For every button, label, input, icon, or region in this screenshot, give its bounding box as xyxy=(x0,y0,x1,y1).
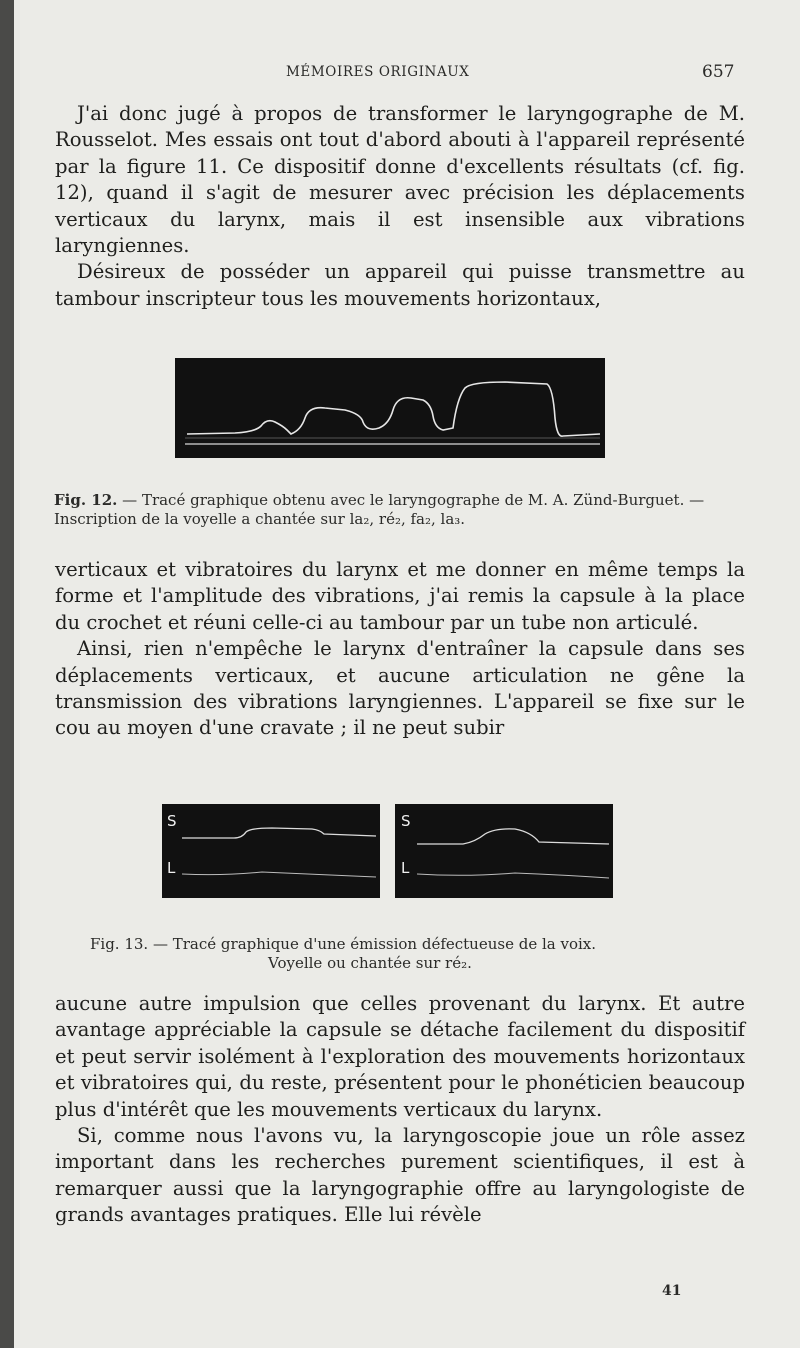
figure-13-caption xyxy=(90,935,740,973)
body-text-top xyxy=(55,101,745,312)
signature-mark: 41 xyxy=(662,1283,682,1299)
page-number: 657 xyxy=(702,62,735,82)
paragraph: verticaux et vibratoires du larynx et me donner en même temps la forme et l'amplitude des vibrations, j'ai remis la capsule à la place du crochet et réuni celle-ci au tambour par un tube non articulé. xyxy=(55,558,745,634)
panel-label-l: L xyxy=(167,859,176,877)
paragraph: Ainsi, rien n'empêche le larynx d'entraîner la capsule dans ses déplacements verticaux, et aucune articulation ne gêne la transmission des vibrations laryngiennes. L'appareil se fixe sur le cou au moyen d'une cravate ; il ne peut subir xyxy=(55,637,745,740)
running-head: MÉMOIRES ORIGINAUX xyxy=(286,64,470,80)
panel-label-s: S xyxy=(167,812,177,830)
figure-13-right-drawing xyxy=(395,804,613,898)
page-header xyxy=(14,64,800,86)
figure-label: Fig. 12. xyxy=(54,491,118,509)
figure-12-trace-drawing xyxy=(175,358,605,458)
figure-13-left-drawing xyxy=(162,804,380,898)
panel-label-l: L xyxy=(401,859,410,877)
paragraph: J'ai donc jugé à propos de transformer le laryngographe de M. Rousselot. Mes essais ont tout d'abord abouti à l'appareil représenté par la figure 11. Ce dispositif donne d'excellents résultats (cf. fig. 12), quand il s'agit de mesurer avec précision les déplacements verticaux du larynx, mais il est insensible aux vibrations laryngiennes. xyxy=(55,102,745,258)
caption-line: — Tracé graphique d'une émission défectueuse de la voix. xyxy=(152,935,597,953)
caption-line: Voyelle ou chantée sur ré₂. xyxy=(268,954,472,972)
paragraph: aucune autre impulsion que celles provenant du larynx. Et autre avantage appréciable la capsule se détache facilement du dispositif et peut servir isolément à l'exploration des mouvements horizontaux et vibratoires qui, du reste, présentent pour le phonéticien beaucoup plus d'intérêt que les mouvements verticaux du larynx. xyxy=(55,992,745,1121)
figure-13-right-panel xyxy=(395,804,613,898)
body-text-middle xyxy=(55,557,745,742)
figure-12-caption xyxy=(54,491,754,529)
caption-text: — Tracé graphique obtenu avec le laryngographe de M. A. Zünd-Burguet. — Inscription de la voyelle a chantée sur la₂, ré₂, fa₂, la₃. xyxy=(54,491,705,528)
book-page xyxy=(14,0,800,1348)
body-text-bottom xyxy=(55,991,745,1229)
figure-12-trace xyxy=(175,358,605,458)
paragraph: Désireux de posséder un appareil qui puisse transmettre au tambour inscripteur tous les mouvements horizontaux, xyxy=(55,260,745,310)
paragraph: Si, comme nous l'avons vu, la laryngoscopie joue un rôle assez important dans les recherches purement scientifiques, il est à remarquer aussi que la laryngographie offre au laryngologiste de grands avantages pratiques. Elle lui révèle xyxy=(55,1124,745,1227)
panel-label-s: S xyxy=(401,812,411,830)
figure-label: Fig. 13. xyxy=(90,935,149,953)
figure-13-left-panel xyxy=(162,804,380,898)
